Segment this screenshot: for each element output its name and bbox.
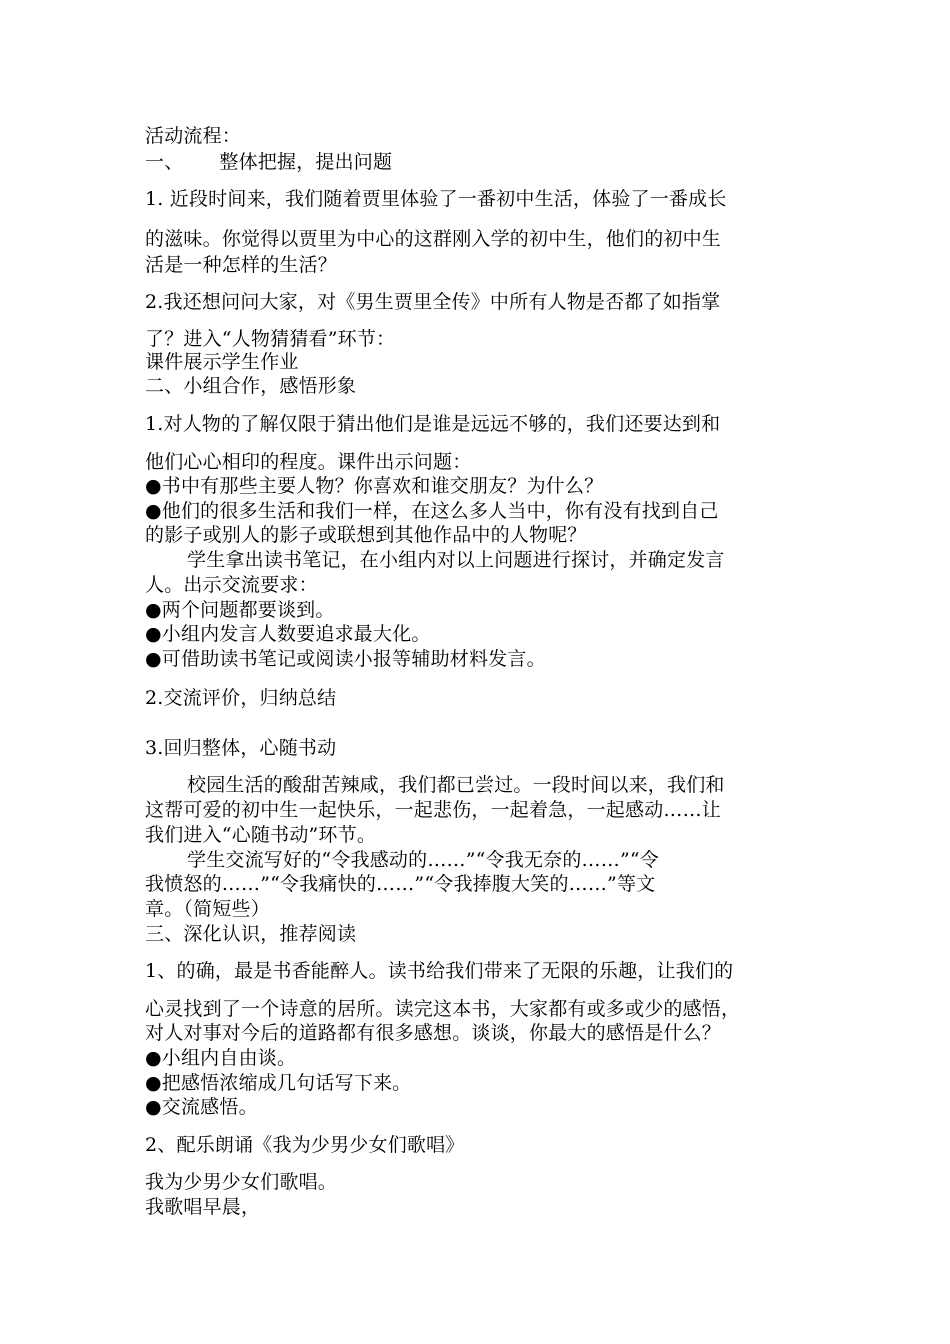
text-line: 学生拿出读书笔记，在小组内对以上问题进行探讨，并确定发言 [187, 549, 725, 571]
text-line: 学生交流写好的“令我感动的……”“令我无奈的……”“令 [187, 849, 659, 871]
section-heading-3: 三、深化认识，推荐阅读 [145, 923, 357, 945]
text-line: 1.对人物的了解仅限于猜出他们是谁是远远不够的，我们还要达到和 [145, 413, 721, 435]
poem-line: 我为少男少女们歌唱。 [145, 1171, 338, 1193]
section-title: 整体把握，提出问题 [219, 151, 393, 173]
text-line: 我愤怒的……”“令我痛快的……”“令我捧腹大笑的……”等文 [145, 873, 656, 895]
text-line: 这帮可爱的初中生一起快乐，一起悲伤，一起着急，一起感动……让 [145, 799, 722, 821]
text-line: 人。出示交流要求： [145, 574, 318, 596]
text-line: 的影子或别人的影子或联想到其他作品中的人物呢？ [145, 524, 587, 546]
subheading: 2、配乐朗诵《我为少男少女们歌唱》 [145, 1134, 465, 1156]
bullet-item: ●小组内自由谈。 [145, 1047, 297, 1069]
section-heading-2: 二、小组合作，感悟形象 [145, 375, 357, 397]
text-line: 的滋味。你觉得以贾里为中心的这群刚入学的初中生，他们的初中生 [145, 228, 722, 250]
text-line: 1、的确，最是书香能醉人。读书给我们带来了无限的乐趣，让我们的 [145, 960, 734, 982]
text-line: 章。（简短些） [145, 898, 270, 920]
subheading: 3.回归整体，心随书动 [145, 737, 337, 759]
text-line: 课件展示学生作业 [145, 351, 299, 373]
text-line: 心灵找到了一个诗意的居所。读完这本书，大家都有或多或少的感悟， [145, 998, 741, 1020]
bullet-item: ●可借助读书笔记或阅读小报等辅助材料发言。 [145, 648, 546, 670]
bullet-item: ●小组内发言人数要追求最大化。 [145, 623, 431, 645]
bullet-item: ●他们的很多生活和我们一样，在这么多人当中，你有没有找到自己 [145, 500, 719, 522]
bullet-item: ●书中有那些主要人物？你喜欢和谁交朋友？为什么？ [145, 475, 604, 497]
text-line: 1. 近段时间来，我们随着贾里体验了一番初中生活，体验了一番成长 [145, 188, 727, 210]
text-line: 2.我还想问问大家，对《男生贾里全传》中所有人物是否都了如指掌 [145, 291, 721, 313]
text-line: 他们心心相印的程度。课件出示问题： [145, 451, 472, 473]
text-line: 对人对事对今后的道路都有很多感想。谈谈，你最大的感悟是什么？ [145, 1022, 722, 1044]
text-line: 活是一种怎样的生活？ [145, 254, 338, 276]
bullet-item: ●两个问题都要谈到。 [145, 599, 335, 621]
text-line: 了？进入“人物猜猜看”环节： [145, 328, 396, 350]
bullet-item: ●把感悟浓缩成几句话写下来。 [145, 1072, 412, 1094]
text-line: 校园生活的酸甜苦辣咸，我们都已尝过。一段时间以来，我们和 [187, 774, 725, 796]
text-line: 活动流程： [145, 125, 242, 147]
text-line: 我们进入“心随书动”环节。 [145, 824, 377, 846]
section-number: 一、 [145, 151, 184, 173]
subheading: 2.交流评价，归纳总结 [145, 687, 337, 709]
bullet-item: ●交流感悟。 [145, 1096, 258, 1118]
poem-line: 我歌唱早晨， [145, 1196, 261, 1218]
section-heading-1 [145, 150, 392, 174]
